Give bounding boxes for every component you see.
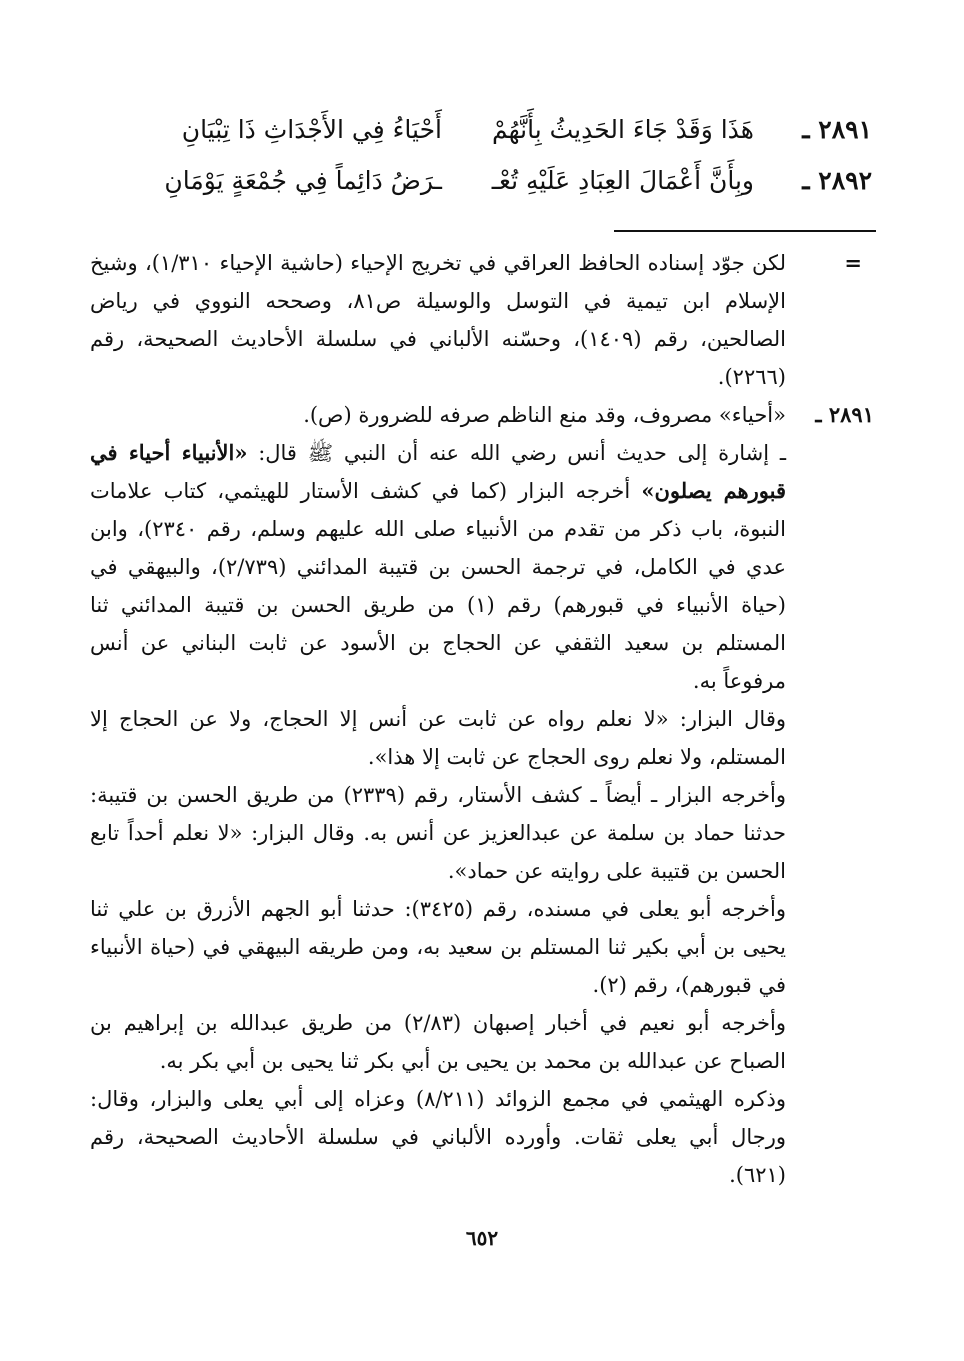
footnote-paragraph-haythami: وذكره الهيثمي في مجمع الزوائد (٨/٢١١) وعزاه إلى أبي يعلى والبزار، وقال: ورجال أبي يعلى ثقات. وأورده الألباني في سلسلة الأحاديث الصحيحة، رقم (٦٢١). <box>90 1087 786 1187</box>
verse-first-hemistich: وبِأَنَّ أَعْمَالَ العِبَادِ عَلَيْهِ تُعْـ <box>491 166 754 195</box>
footnote-paragraph-abu-nuaym: وأخرجه أبو نعيم في أخبار إصبهان (٢/٨٣) من طريق عبدالله بن إبراهيم بن الصباح عن عبدالله بن محمد بن يحيى بن أبي بكر ثنا يحيى بن أبي بكر به. <box>90 1011 786 1073</box>
hadith-quote: «الأنبياء أحياء في قبورهم يصلون» <box>90 440 786 503</box>
footnotes-section <box>90 244 874 1194</box>
footnote-2891 <box>90 396 874 434</box>
verse-line <box>92 158 872 204</box>
footnote-separator-rule <box>614 230 876 232</box>
footnote-paragraph-hadith <box>90 434 874 700</box>
page-number: ٦٥٢ <box>465 1226 499 1250</box>
footnote-continuation <box>90 244 874 396</box>
footnote-paragraph-bazzar-second-route: وأخرجه البزار ـ أيضاً ـ كشف الأستار، رقم (٢٣٣٩) من طريق الحسن بن قتيبة: حدثنا حماد بن سلمة عن عبدالعزيز عن أنس به. وقال البزار: «لا نعلم أحداً تابع الحسن بن قتيبة على روايته عن حماد». <box>90 783 786 883</box>
footnote-paragraph-bazzar-comment: وقال البزار: «لا نعلم رواه عن ثابت عن أنس إلا الحجاج، ولا عن الحجاج إلا المستلم، ولا نعلم روى الحجاج عن ثابت إلا هذا». <box>90 707 786 769</box>
verse-number: ٢٨٩٢ ـ <box>802 166 872 195</box>
continuation-text: لكن جوّد إسناده الحافظ العراقي في تخريج الإحياء (حاشية الإحياء ١/٣١٠)، وشيخ الإسلام ابن تيمية في التوسل والوسيلة ص٨١، وصححه النووي في رياض الصالحين، رقم (١٤٠٩)، وحسّنه الألباني في سلسلة الأحاديث الصحيحة، رقم (٢٢٦٦). <box>90 251 786 389</box>
hadith-sources-text: أخرجه البزار (كما في كشف الأستار للهيثمي، كتاب علامات النبوة، باب ذكر من تقدم من الأنبياء صلى الله عليهم وسلم، رقم ٢٣٤٠)، وابن عدي في الكامل، في ترجمة الحسن بن قتيبة المدائني (٢/٧٣٩)، والبيهقي في (حياة الأنبياء في قبورهم) رقم (١) من طريق الحسن بن قتيبة المدائني ثنا المستلم بن سعيد الثقفي عن الحجاج بن الأسود عن ثابت البناني عن أنس مرفوعاً به. <box>90 479 786 693</box>
verse-second-hemistich: ـرَضُ دَائِماً فِي جُمْعَةٍ يَوْمَانِ <box>164 166 442 195</box>
hadith-intro-text: ـ إشارة إلى حديث أنس رضي الله عنه أن النبي ﷺ قال: <box>247 441 786 465</box>
verse-line <box>92 107 872 153</box>
verse-first-hemistich: هَذَا وَقَدْ جَاءَ الحَدِيثُ بِأَنَّهُمْ <box>491 115 754 144</box>
footnote-paragraph-abu-yala: وأخرجه أبو يعلى في مسنده، رقم (٣٤٢٥): حدثنا أبو الجهم الأزرق بن علي ثنا يحيى بن أبي بكير ثنا المستلم بن سعيد به، ومن طريقه البيهقي في (حياة الأنبياء في قبورهم)، رقم (٢). <box>90 897 786 997</box>
footnote-number: ٢٨٩١ ـ <box>815 402 874 427</box>
continuation-marker: = <box>844 250 862 275</box>
verse-second-hemistich: أَحْيَاءُ فِي الأَجْدَاثِ ذَا تِبْيَانِ <box>181 115 442 144</box>
verse-number: ٢٨٩١ ـ <box>802 115 872 144</box>
footnote-first-line: «أحياء» مصروف، وقد منع الناظم صرفه للضرورة (ص). <box>303 403 786 427</box>
